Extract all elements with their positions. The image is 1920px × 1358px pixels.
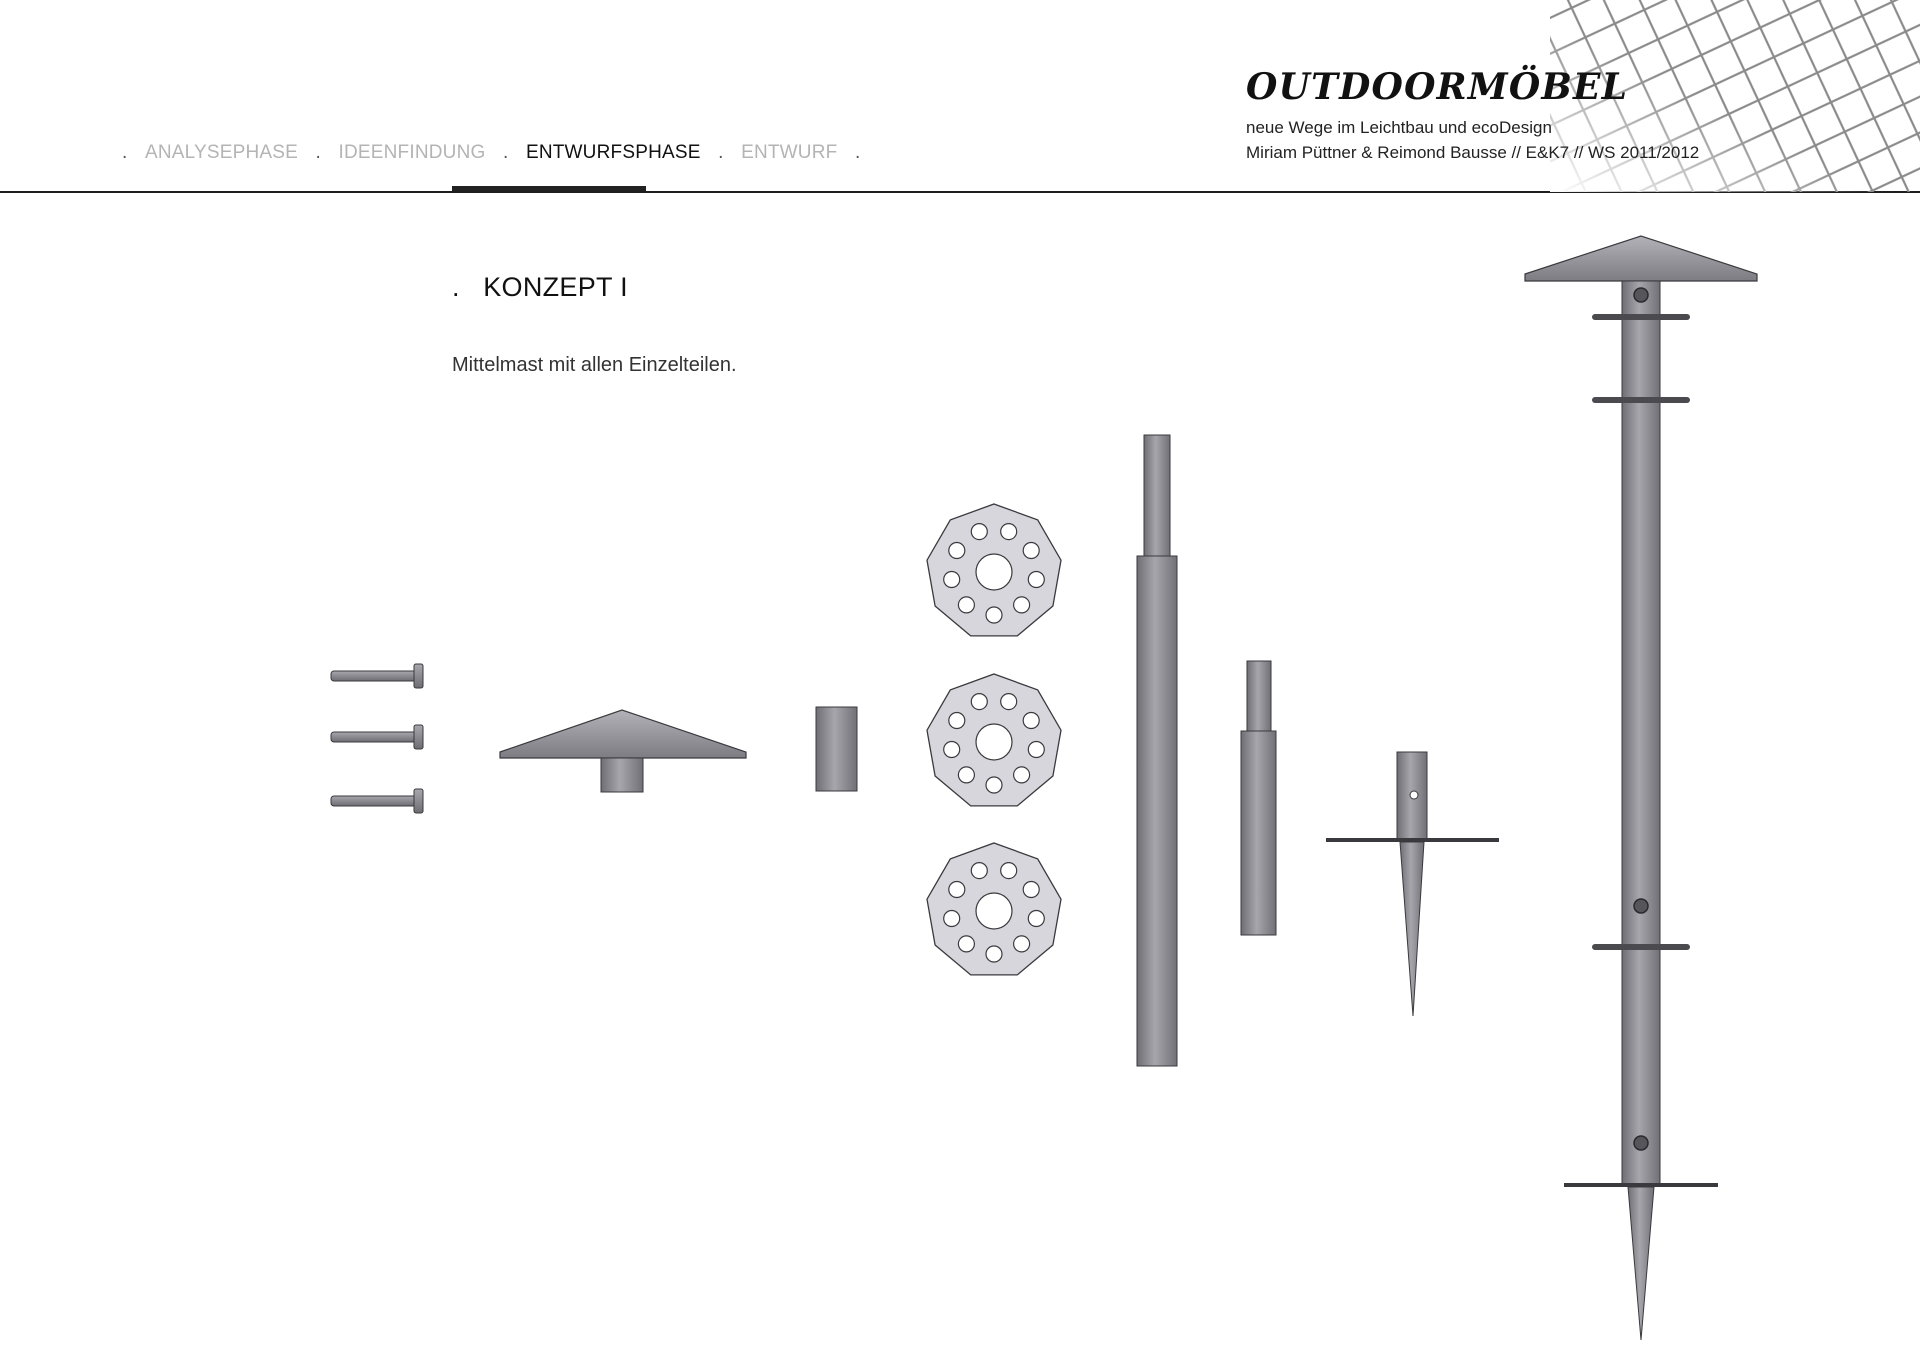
- nav-item-analysephase[interactable]: ANALYSEPHASE: [144, 142, 299, 163]
- brand-credits: Miriam Püttner & Reimond Bausse // E&K7 // WS 2011/2012: [1246, 143, 1700, 162]
- nav-separator: .: [718, 142, 724, 163]
- nav-separator: .: [854, 142, 861, 163]
- short-rod: [1241, 661, 1276, 935]
- section-title-text: KONZEPT I: [483, 272, 628, 302]
- brand-title: OUTDOORMÖBEL: [1246, 66, 1629, 108]
- sleeve: [816, 707, 857, 791]
- octagonal-discs: [927, 504, 1061, 975]
- bolt: [331, 789, 423, 813]
- section-description: Mittelmast mit allen Einzelteilen.: [452, 354, 737, 376]
- octagonal-disc: [927, 504, 1061, 636]
- cone-cap: [500, 710, 746, 792]
- bolt: [331, 725, 423, 749]
- section-title-prefix: .: [452, 272, 460, 302]
- nav-item-entwurf[interactable]: ENTWURF: [741, 142, 838, 163]
- nav-separator: .: [502, 142, 509, 163]
- octagonal-disc: [927, 843, 1061, 975]
- ground-spike: [1326, 752, 1499, 1016]
- assembled-mast: [1525, 236, 1757, 1340]
- nav-separator: .: [122, 142, 128, 163]
- nav-item-ideenfindung[interactable]: IDEENFINDUNG: [338, 142, 486, 163]
- nav-separator: .: [315, 142, 321, 163]
- bolt: [331, 664, 423, 688]
- long-rod: [1137, 435, 1177, 1066]
- brand-subtitle: neue Wege im Leichtbau und ecoDesign: [1246, 118, 1552, 137]
- octagonal-disc: [927, 674, 1061, 806]
- nav-item-entwurfsphase[interactable]: ENTWURFSPHASE: [525, 142, 701, 163]
